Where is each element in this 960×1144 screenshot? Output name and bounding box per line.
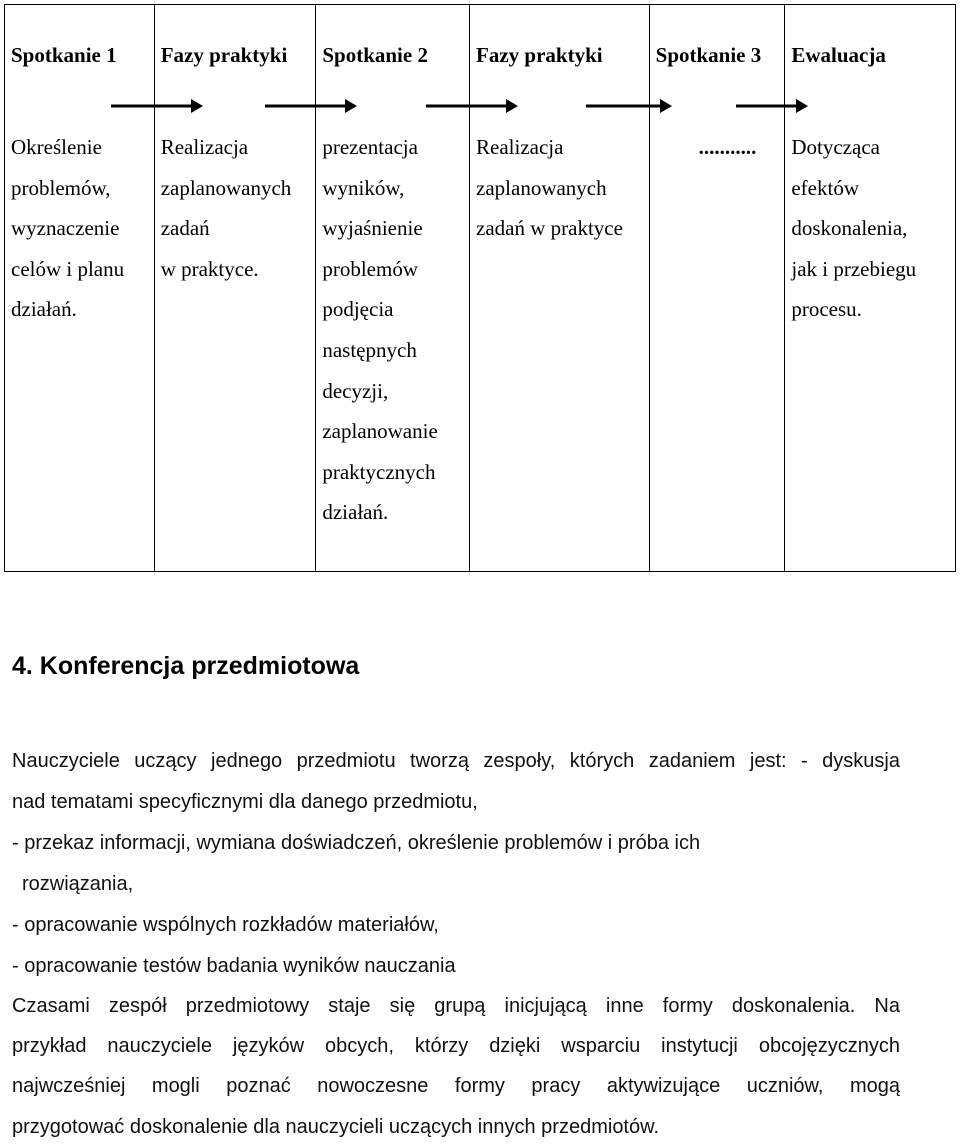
cell-line: praktycznych — [322, 459, 436, 484]
cell-line: Dotycząca — [791, 135, 880, 159]
column-spotkanie-1 — [5, 5, 155, 571]
column-header: Spotkanie 1 — [11, 43, 117, 67]
phase-table — [4, 4, 956, 572]
column-body — [791, 127, 953, 330]
column-body — [476, 127, 647, 249]
cell-line: podjęcia — [322, 297, 394, 322]
cell-line: zaplanowanie — [322, 419, 438, 444]
cell-line: ........... — [698, 135, 757, 159]
cell-line: Określenie — [11, 135, 102, 159]
cell-line: wyjaśnienie — [322, 216, 423, 241]
cell-line: celów i planu — [11, 256, 125, 281]
column-header: Spotkanie 3 — [655, 43, 762, 67]
column-body — [656, 127, 757, 168]
column-spotkanie-3 — [650, 5, 786, 571]
column-ewaluacja — [785, 5, 955, 571]
paragraph-line: najwcześniej mogli poznać nowoczesne formy pracy aktywizujące uczniów, mogą — [12, 1075, 900, 1097]
paragraph-line: - przekaz informacji, wymiana doświadczeń, określenie problemów i próba ich — [12, 832, 701, 854]
cell-line: problemów, — [11, 175, 111, 200]
cell-line: następnych — [322, 337, 417, 362]
cell-line: w praktyce. — [160, 256, 259, 281]
cell-line: problemów — [322, 256, 418, 281]
paragraph-line: przygotować doskonalenie dla nauczycieli uczących innych przedmiotów. — [12, 1116, 660, 1138]
column-body — [322, 127, 467, 533]
cell-line: doskonalenia, — [791, 216, 908, 241]
column-fazy-praktyki-2 — [470, 5, 650, 571]
cell-line: wyników, — [322, 175, 405, 200]
cell-line: jak i przebiegu — [791, 256, 917, 281]
cell-line: działań. — [11, 297, 77, 322]
column-header: Fazy praktyki — [160, 43, 288, 67]
cell-line: wyznaczenie — [11, 216, 120, 241]
column-header: Ewaluacja — [791, 43, 886, 67]
cell-line: efektów — [791, 175, 859, 200]
cell-line: Realizacja — [476, 135, 564, 159]
column-header: Fazy praktyki — [476, 43, 603, 67]
section-heading: 4. Konferencja przedmiotowa — [12, 652, 360, 680]
cell-line: zaplanowanych — [160, 175, 292, 200]
column-spotkanie-2 — [316, 5, 470, 571]
column-body — [11, 127, 152, 330]
paragraph-line: przykład nauczyciele języków obcych, którzy dzięki wsparciu instytucji obcojęzycznych — [12, 1035, 900, 1057]
paragraph-line: - opracowanie testów badania wyników nauczania — [12, 955, 456, 977]
cell-line: zadań — [160, 216, 210, 241]
cell-line: procesu. — [791, 297, 862, 322]
cell-line: decyzji, — [322, 378, 389, 403]
column-header: Spotkanie 2 — [322, 43, 428, 67]
cell-line: działań. — [322, 500, 389, 525]
cell-line: zadań w praktyce — [476, 216, 623, 241]
paragraph-line: nad tematami specyficznymi dla danego przedmiotu, — [12, 791, 478, 813]
cell-line: Realizacja — [160, 135, 249, 159]
paragraph-line: Nauczyciele uczący jednego przedmiotu tworzą zespoły, których zadaniem jest: - dyskusja — [12, 750, 900, 772]
paragraph-line: - opracowanie wspólnych rozkładów materiałów, — [12, 914, 439, 936]
cell-line: zaplanowanych — [476, 175, 607, 200]
paragraph-line: Czasami zespół przedmiotowy staje się grupą inicjującą inne formy doskonalenia. Na — [12, 995, 900, 1017]
cell-line: prezentacja — [322, 135, 418, 159]
paragraph-line: rozwiązania, — [22, 873, 134, 895]
column-fazy-praktyki-1 — [155, 5, 317, 571]
column-body — [161, 127, 314, 289]
